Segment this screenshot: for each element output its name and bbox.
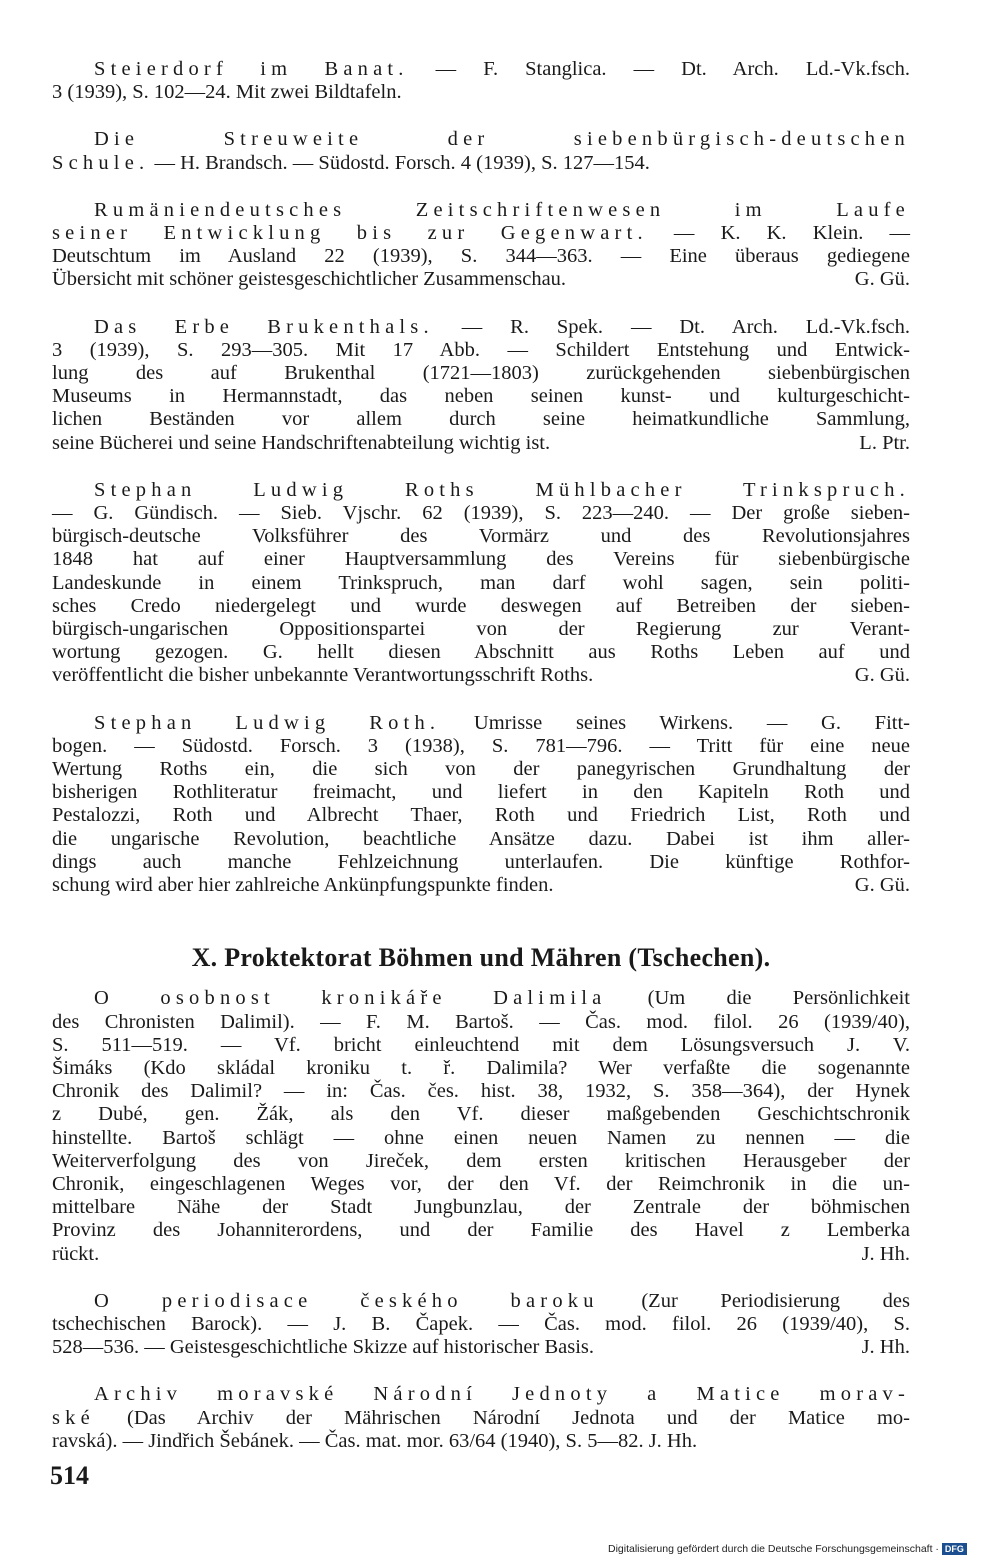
entry-text: bisherigen Rothliteratur freimacht, und liefert in den Kapiteln Roth und [52, 781, 910, 804]
entry-text: Šimáks (Kdo skládal kroniku t. ř. Dalimila? Wer verfaßte die sogenannte [52, 1056, 910, 1079]
entries-bottom [52, 987, 910, 1453]
entry-line-text [52, 525, 910, 547]
entry-line-text [52, 1243, 99, 1266]
entry-line [52, 245, 910, 268]
reviewer-initials: G. Gü. [854, 874, 910, 897]
entry-line [52, 362, 910, 385]
entry-text: des Chronisten Dalimil). — F. M. Bartoš. — Čas. mod. filol. 26 (1939/40), [52, 1010, 910, 1033]
bibliography-entry [52, 987, 910, 1265]
entry-line-text [52, 1313, 910, 1335]
entry-line [52, 781, 910, 804]
entry-line-text [52, 1150, 910, 1172]
entry-title: Stephan Ludwig Roths Mühlbacher Trinkspruch. [94, 478, 910, 501]
entry-text: sches Credo niedergelegt und wurde deswegen auf Betreiben der sieben- [52, 594, 910, 617]
entry-line-text [52, 828, 910, 850]
footer-credit [608, 1543, 967, 1555]
entry-line [52, 1103, 910, 1126]
bibliography-entry [52, 58, 910, 104]
entry-text: (Das Archiv der Mährischen Národní Jednota und der Matice mo- [94, 1406, 910, 1429]
entry-text: hinstellte. Bartoš schlägt — ohne einen neuen Namen zu nennen — die [52, 1126, 910, 1149]
entry-title: Schule. [52, 151, 150, 174]
entry-line [52, 1011, 910, 1034]
entry-line [52, 1383, 910, 1406]
dfg-logo: DFG [942, 1543, 967, 1555]
entry-text: Wertung Roths ein, die sich von der panegyrischen Grundhaltung der [52, 758, 910, 781]
entry-line [52, 1173, 910, 1196]
entry-line-text [52, 804, 910, 826]
entry-text: Provinz des Johanniterordens, und der Familie des Havel z Lemberka [52, 1219, 910, 1242]
entry-line [52, 595, 910, 618]
entry-line [52, 618, 910, 641]
entry-line [52, 339, 910, 362]
entry-line-text [94, 712, 910, 734]
entry-line-text [52, 781, 910, 803]
entry-text: — F. Stanglica. — Dt. Arch. Ld.-Vk.fsch. [408, 58, 910, 80]
entry-line-text [52, 1011, 910, 1033]
entry-line-text [52, 548, 910, 570]
entry-text: dings auch manche Fehlzeichnung unterlaufen. Die künftige Rothfor- [52, 850, 910, 873]
entry-text: Weiterverfolgung des von Jireček, dem ersten kritischen Herausgeber der [52, 1149, 910, 1172]
entry-line-text [94, 58, 910, 80]
entry-line-text [94, 479, 910, 501]
entry-line-text [94, 1383, 910, 1405]
entry-line [52, 525, 910, 548]
entry-text: Pestalozzi, Roth und Albrecht Thaer, Roth und Friedrich List, Roth und [52, 804, 910, 827]
entry-title: Rumäniendeutsches Zeitschriftenwesen im Laufe [94, 198, 910, 221]
entry-text: lichen Beständen vor allem durch seine heimatkundliche Sammlung, [52, 408, 910, 431]
page-number: 514 [50, 1461, 89, 1490]
entry-text: bürgisch-ungarischen Oppositionspartei von der Regierung zur Verant- [52, 618, 910, 641]
entry-line [52, 851, 910, 874]
entry-text: — R. Spek. — Dt. Arch. Ld.-Vk.fsch. [433, 315, 910, 338]
entry-line-text [52, 1219, 910, 1241]
entry-line-text [52, 874, 554, 897]
entry-text: ravská). — Jindřich Šebánek. — Čas. mat. mor. 63/64 (1940), S. 5—82. J. Hh. [52, 1429, 698, 1452]
entry-line [52, 58, 910, 81]
entry-text: veröffentlicht die bisher unbekannte Verantwortungsschrift Roths. [52, 664, 594, 687]
entry-line-text [52, 595, 910, 617]
entry-text: z Dubé, gen. Žák, als den Vf. dieser maßgebenden Geschichtschronik [52, 1103, 910, 1126]
entry-title: Die Streuweite der siebenbürgisch-deutschen [94, 128, 910, 151]
reviewer-initials: G. Gü. [854, 664, 910, 687]
entry-line-text [52, 245, 910, 267]
entry-text: 1848 hat auf einer Hauptversammlung des Vereins für siebenbürgische [52, 548, 910, 571]
entry-line [52, 222, 910, 245]
entry-line [52, 385, 910, 408]
entry-line [52, 81, 910, 104]
entry-text: S. 511—519. — Vf. bricht einleuchtend mit dem Lösungsversuch J. V. [52, 1033, 910, 1056]
entry-title: Archiv moravské Národní Jednoty a Matice morav- [94, 1383, 910, 1406]
entry-line [52, 1407, 910, 1430]
entry-line-text [52, 641, 910, 663]
entry-line [52, 735, 910, 758]
entry-line [52, 1313, 910, 1336]
footer-text: Digitalisierung gefördert durch die Deutsche Forschungsgemeinschaft · [608, 1543, 939, 1555]
entry-text: 3 (1939), S. 102—24. Mit zwei Bildtafeln. [52, 81, 402, 104]
entry-line-text [52, 1034, 910, 1056]
entry-line-text [52, 618, 910, 640]
entry-line [52, 128, 910, 151]
entry-title: O periodisace českého baroku [94, 1289, 599, 1312]
entry-line [52, 572, 910, 595]
entry-line-text [52, 1080, 910, 1102]
reviewer-initials: J. Hh. [861, 1242, 910, 1265]
entry-line-text [52, 1407, 910, 1429]
entry-line-text [52, 1103, 910, 1125]
entry-text: Museums in Hermannstadt, das neben seinen kunst- und kulturgeschicht- [52, 385, 910, 408]
entry-line-text [52, 362, 910, 384]
entry-text: — K. K. Klein. — [647, 222, 910, 245]
entry-line [52, 1290, 910, 1313]
entry-text: Chronik, eingeschlagenen Weges vor, der den Vf. der Reimchronik in die un- [52, 1172, 910, 1195]
entry-line [52, 432, 910, 455]
entry-text: Landeskunde in einem Trinkspruch, man darf wohl sagen, sein politi- [52, 571, 910, 594]
reviewer-initials: G. Gü. [854, 268, 910, 291]
entry-line [52, 1430, 910, 1453]
bibliography-entry [52, 128, 910, 174]
bibliography-entry [52, 199, 910, 292]
entry-line-text [52, 339, 910, 361]
entry-text: — H. Brandsch. — Südostd. Forsch. 4 (1939), S. 127—154. [149, 151, 650, 174]
entry-line-text [52, 1173, 910, 1195]
page-body [52, 58, 910, 1477]
entry-line [52, 316, 910, 339]
entry-line [52, 874, 910, 897]
entry-line [52, 1150, 910, 1173]
entry-line-text [94, 987, 910, 1009]
entry-text: Chronik des Dalimil? — in: Čas. čes. hist. 38, 1932, S. 358—364), der Hynek [52, 1080, 910, 1103]
entry-line [52, 1057, 910, 1080]
entry-text: lung des auf Brukenthal (1721—1803) zurückgehenden siebenbürgischen [52, 362, 910, 385]
entry-line [52, 1034, 910, 1057]
entry-title: seiner Entwicklung bis zur Gegenwart. [52, 222, 648, 245]
entry-line-text [52, 385, 910, 407]
entry-text: — G. Gündisch. — Sieb. Vjschr. 62 (1939), S. 223—240. — Der große sieben- [52, 502, 910, 525]
entry-text: schung wird aber hier zahlreiche Ankünpfungspunkte finden. [52, 874, 554, 897]
entry-line [52, 1336, 910, 1359]
entry-line [52, 1080, 910, 1103]
entry-line [52, 1243, 910, 1266]
entry-text: seine Bücherei und seine Handschriftenabteilung wichtig ist. [52, 431, 551, 454]
entry-text: (Zur Periodisierung des [598, 1289, 910, 1312]
entry-text: bürgisch-deutsche Volksführer des Vormärz und des Revolutionsjahres [52, 525, 910, 548]
bibliography-entry [52, 479, 910, 688]
entry-line [52, 502, 910, 525]
entry-line [52, 1127, 910, 1150]
reviewer-initials: J. Hh. [861, 1336, 910, 1359]
entry-line-text [94, 128, 910, 150]
entry-line [52, 408, 910, 431]
entry-line-text [52, 1430, 697, 1452]
entry-line-text [52, 268, 566, 291]
entry-line-text [52, 735, 910, 757]
entry-line [52, 479, 910, 502]
entry-line [52, 804, 910, 827]
entry-text: bogen. — Südostd. Forsch. 3 (1938), S. 781—796. — Tritt für eine neue [52, 734, 910, 757]
bibliography-entry [52, 1290, 910, 1360]
entry-line [52, 641, 910, 664]
entry-text: Übersicht mit schöner geistesgeschichtlicher Zusammenschau. [52, 268, 567, 291]
entry-text: 3 (1939), S. 293—305. Mit 17 Abb. — Schildert Entstehung und Entwick- [52, 338, 910, 361]
entry-title: Steierdorf im Banat. [94, 58, 409, 80]
entry-line [52, 268, 910, 291]
entry-line-text [94, 316, 910, 338]
entry-text: 528—536. — Geistesgeschichtliche Skizze auf historischer Basis. [52, 1336, 594, 1359]
entry-line [52, 828, 910, 851]
entry-line-text [52, 572, 910, 594]
entry-line-text [52, 851, 910, 873]
entry-line-text [52, 502, 910, 524]
reviewer-initials: L. Ptr. [859, 431, 910, 454]
entry-text: Umrisse seines Wirkens. — G. Fitt- [440, 711, 910, 734]
entry-line-text [94, 199, 910, 221]
entry-line-text [52, 1336, 594, 1359]
bibliography-entry [52, 1383, 910, 1453]
entry-line [52, 548, 910, 571]
entry-text: rückt. [52, 1242, 100, 1265]
entry-line-text [52, 758, 910, 780]
entry-line-text [52, 152, 650, 174]
entry-line [52, 1219, 910, 1242]
entries-top [52, 58, 910, 897]
entry-line-text [52, 408, 910, 430]
entry-title: O osobnost kronikáře Dalimila [94, 987, 607, 1010]
entry-title: ské [52, 1406, 95, 1429]
entry-line [52, 712, 910, 735]
entry-line [52, 1196, 910, 1219]
bibliography-entry [52, 316, 910, 455]
entry-line-text [52, 664, 593, 687]
entry-line-text [52, 1057, 910, 1079]
entry-line [52, 987, 910, 1010]
entry-text: tschechischen Barock). — J. B. Čapek. — Čas. mod. filol. 26 (1939/40), S. [52, 1312, 910, 1335]
entry-line [52, 664, 910, 687]
entry-text: wortung gezogen. G. hellt diesen Abschnitt aus Roths Leben auf und [52, 641, 910, 664]
entry-line-text [52, 1196, 910, 1218]
entry-text: Deutschtum im Ausland 22 (1939), S. 344—363. — Eine überaus gediegene [52, 245, 910, 268]
section-heading: X. Proktektorat Böhmen und Mähren (Tschechen). [191, 943, 771, 973]
entry-line-text [52, 432, 550, 455]
entry-line-text [52, 81, 402, 103]
entry-line-text [52, 1127, 910, 1149]
entry-line [52, 152, 910, 175]
entry-line-text [52, 222, 910, 244]
entry-line [52, 758, 910, 781]
entry-line-text [94, 1290, 910, 1312]
entry-line [52, 199, 910, 222]
entry-title: Stephan Ludwig Roth. [94, 711, 441, 734]
entry-text: (Um die Persönlichkeit [606, 987, 910, 1010]
entry-title: Das Erbe Brukenthals. [94, 315, 434, 338]
entry-text: die ungarische Revolution, beachtliche Ansätze dazu. Dabei ist ihm aller- [52, 827, 910, 850]
entry-text: mittelbare Nähe der Stadt Jungbunzlau, der Zentrale der böhmischen [52, 1196, 910, 1219]
bibliography-entry [52, 712, 910, 898]
